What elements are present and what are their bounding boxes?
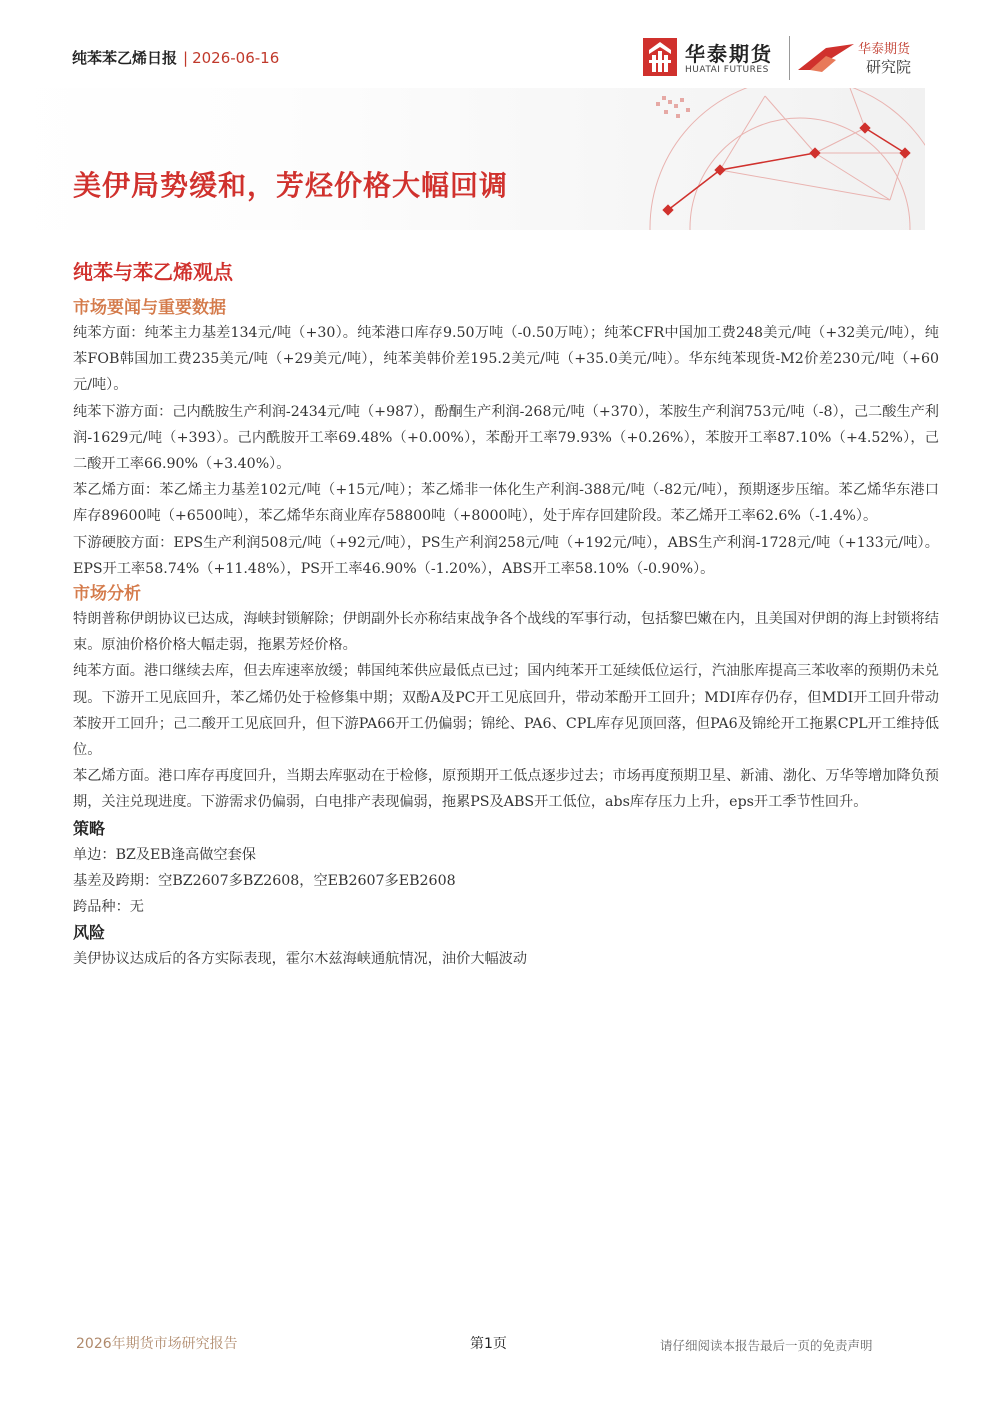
- huatai-logo-en: HUATAI FUTURES: [685, 65, 769, 75]
- huatai-futures-logo: [643, 38, 783, 78]
- market-analysis-paragraph: 苯乙烯方面。港口库存再度回升，当期去库驱动在于检修，原预期开工低点逐步过去；市场再度预期卫星、新浦、渤化、万华等增加降负预期，关注兑现进度。下游需求仍偏弱，白电排产表现偏弱，拖累PS及ABS开工低位，abs库存压力上升，eps开工季节性回升。: [73, 768, 939, 811]
- network-graphic-icon: [0, 88, 925, 230]
- strategy-line: 单边：BZ及EB逢高做空套保: [73, 846, 256, 863]
- risk-title: 风险: [73, 923, 106, 943]
- huatai-logo-mark-icon: [643, 38, 677, 76]
- market-news-paragraph: 纯苯方面：纯苯主力基差134元/吨（+30）。纯苯港口库存9.50万吨（-0.50万吨）；纯苯CFR中国加工费248美元/吨（+32美元/吨），纯苯FOB韩国加工费235美元/吨（+29美元/吨），纯苯美韩价差195.2美元/吨（+35.0美元/吨）。华东纯苯现货-M2价差230元/吨（+60元/吨）。: [73, 325, 939, 394]
- market-analysis-paragraph: 特朗普称伊朗协议已达成，海峡封锁解除；伊朗副外长亦称结束战争各个战线的军事行动，包括黎巴嫩在内，且美国对伊朗的海上封锁将结束。原油价格价格大幅走弱，拖累芳烃价格。: [73, 611, 939, 654]
- institute-logo-line2: 研究院: [866, 58, 912, 76]
- huatai-logo-cn: 华泰期货: [685, 42, 773, 66]
- strategy-line: 跨品种：无: [73, 899, 144, 916]
- main-title: 美伊局势缓和，芳烃价格大幅回调: [73, 169, 509, 202]
- market-news-paragraph: 纯苯下游方面：己内酰胺生产利润-2434元/吨（+987），酚酮生产利润-268元/吨（+370），苯胺生产利润753元/吨（-8），己二酸生产利润-1629元/吨（+393）。己内酰胺开工率69.48%（+0.00%），苯酚开工率79.93%（+0.26%），苯胺开工率87.10%（+4.52%），己二酸开工率66.90%（+3.40%）。: [73, 403, 939, 473]
- strategy-line: 基差及跨期：空BZ2607多BZ2608，空EB2607多EB2608: [73, 872, 456, 889]
- footer-report-label: 2026年期货市场研究报告: [76, 1336, 238, 1352]
- strategy-title: 策略: [73, 818, 106, 838]
- market-news-paragraph: 下游硬胶方面：EPS生产利润508元/吨（+92元/吨），PS生产利润258元/吨（+192元/吨），ABS生产利润-1728元/吨（+133元/吨）。EPS开工率58.74%（+11.48%），PS开工率46.90%（-1.20%），ABS开工率58.10%（-0.90%）。: [73, 534, 939, 577]
- market-analysis-paragraph: 纯苯方面。港口继续去库，但去库速率放缓；韩国纯苯供应最低点已过；国内纯苯开工延续低位运行，汽油胀库提高三苯收率的预期仍未兑现。下游开工见底回升，苯乙烯仍处于检修集中期；双酚A及PC开工见底回升，带动苯酚开工回升；MDI库存仍存，但MDI开工回升带动苯胺开工回升；己二酸开工见底回升，但下游PA66开工仍偏弱；锦纶、PA6、CPL库存见顶回落，但PA6及锦纶开工拖累CPL开工维持低位。: [73, 663, 939, 759]
- report-name: 纯苯苯乙烯日报: [72, 49, 178, 67]
- header-separator: |: [183, 49, 189, 67]
- report-header: [72, 47, 279, 68]
- market-news-paragraph: 苯乙烯方面：苯乙烯主力基差102元/吨（+15元/吨）；苯乙烯非一体化生产利润-388元/吨（-82元/吨），预期逐步压缩。苯乙烯华东港口库存89600吨（+6500吨），苯乙烯华东商业库存58800吨（+8000吨），处于库存回建阶段。苯乙烯开工率62.6%（-1.4%）。: [73, 482, 939, 525]
- section-title: 纯苯与苯乙烯观点: [73, 260, 233, 284]
- report-body: [73, 258, 939, 972]
- logo-divider: [789, 36, 790, 80]
- institute-wing-icon: [796, 40, 858, 76]
- risk-text: 美伊协议达成后的各方实际表现，霍尔木兹海峡通航情况，油价大幅波动: [73, 951, 528, 968]
- market-news-title: 市场要闻与重要数据: [73, 298, 226, 318]
- footer-disclaimer: 请仔细阅读本报告最后一页的免责声明: [660, 1338, 873, 1353]
- institute-logo-line1: 华泰期货: [858, 42, 911, 57]
- institute-logo: [796, 36, 926, 80]
- report-date: 2026-06-16: [192, 49, 280, 67]
- title-banner: [0, 88, 925, 230]
- market-analysis-title: 市场分析: [73, 584, 141, 605]
- page-number: 第1页: [470, 1336, 507, 1352]
